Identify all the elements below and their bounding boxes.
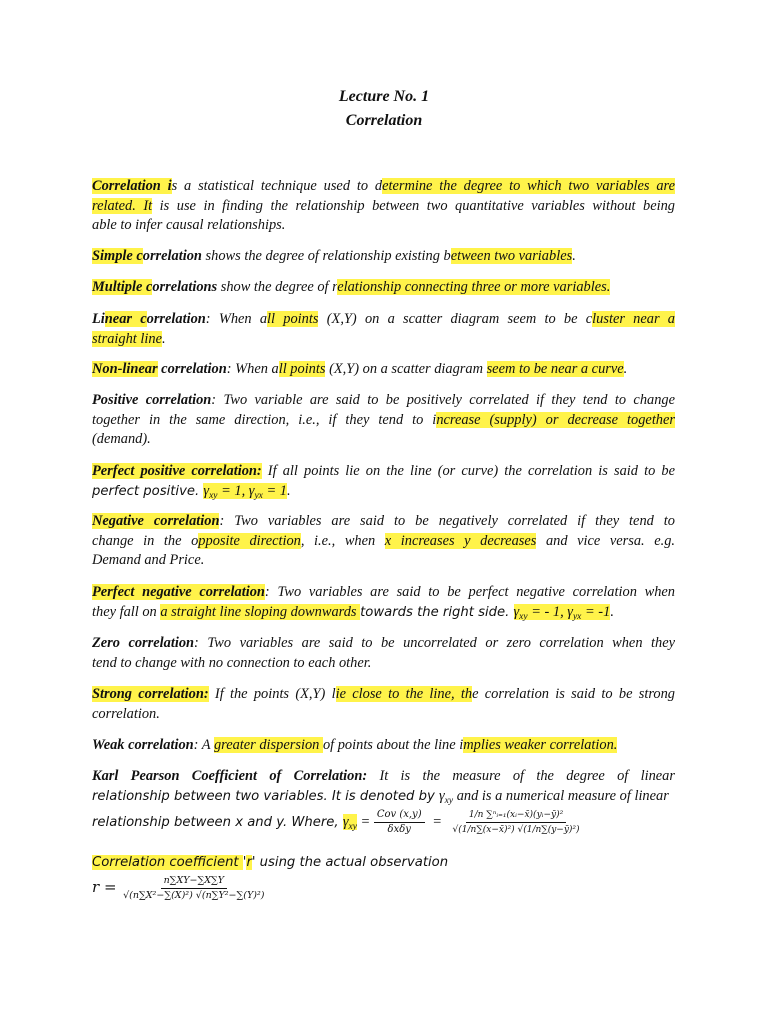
term-positive: Positive correlation: [92, 392, 212, 408]
pearson-formula-line: relationship between x and y. Where, $\gamma_{xy}$ = $\frac{\text{Cov (x,y)}}{\text{δxδy}}$ = $\frac{\text{1/n ∑ⁿᵢ₌₁(xᵢ−x̄)(yᵢ−ȳ)²}}{\text{√(1/n∑(x−x̄)²) √(1/n∑(y−ȳ)²)}}$: [92, 807, 675, 839]
para-weak-correlation: Weak correlation: A greater dispersion of points about the line implies weaker correlation.: [92, 737, 618, 753]
term-nonlinear: Non-linear: [92, 361, 158, 377]
term-perfect-negative: Perfect negative correlation: [92, 584, 265, 600]
para-perfect-positive: Perfect positive correlation: If all points lie on the line (or curve) the correlation is said to be perfect positive. $\gamma_{xy} = 1$, $\gamma_{yx} = 1$.: [92, 463, 675, 501]
para-nonlinear-correlation: Non-linear correlation: When all points (X,Y) on a scatter diagram seem to be near a curve.: [92, 361, 628, 377]
para-coefficient: Correlation coefficient 'r' using the actual observation: [92, 855, 449, 870]
term-simple: Simple c: [92, 248, 143, 264]
para-pearson: Karl Pearson Coefficient of Correlation: It is the measure of the degree of linear relationship between two variables. It is denoted by $\gamma_{xy}$ and is a numerical measure of linear: [92, 768, 675, 806]
para-multiple-correlation: Multiple correlations show the degree of relationship connecting three or more variables.: [92, 279, 611, 295]
term-negative: Negative correlation: [92, 513, 220, 529]
term-pearson: Karl Pearson Coefficient of Correlation:: [92, 768, 368, 784]
lecture-topic: Correlation: [345, 112, 423, 129]
r-fraction: $\frac{n\sum XY-\sum X\sum Y}{\text{√(n∑X²−∑(X)²) √(n∑Y²−∑(Y)²)}}$: [123, 875, 265, 902]
gamma-xy-highlight: $\gamma_{xy}$: [342, 814, 357, 832]
term-correlation: Correlation i: [92, 178, 172, 194]
r-formula: r = $\frac{n\sum XY-\sum X\sum Y}{\text{√(n∑X²−∑(X)²) √(n∑Y²−∑(Y)²)}}$: [92, 874, 675, 902]
term-linear: Li: [92, 311, 105, 327]
perfect-positive-formula: $\gamma_{xy} = 1$, $\gamma_{yx} = 1$: [203, 482, 288, 501]
term-zero: Zero correlation: [92, 635, 195, 651]
term-strong: Strong correlation:: [92, 686, 209, 702]
term-multiple: Multiple c: [92, 279, 153, 295]
para-zero-correlation: Zero correlation: Two variables are said to be uncorrelated or zero correlation when they tend to change with no connection to each other.: [92, 635, 675, 671]
covariance-fraction: $\frac{\text{Cov (x,y)}}{\text{δxδy}}$: [374, 809, 425, 836]
lecture-number: Lecture No. 1: [338, 88, 430, 105]
para-correlation: Correlation is a statistical technique used to determine the degree to which two variables are related. It is use in finding the relationship between two quantitative variables without being able to infer causal relationships.: [92, 178, 676, 233]
pearson-expanded-fraction: $\frac{\text{1/n ∑ⁿᵢ₌₁(xᵢ−x̄)(yᵢ−ȳ)²}}{\text{√(1/n∑(x−x̄)²) √(1/n∑(y−ȳ)²)}}$: [452, 810, 580, 836]
para-linear-correlation: Linear correlation: When all points (X,Y) on a scatter diagram seem to be cluster near a straight line.: [92, 311, 676, 347]
para-negative-correlation: Negative correlation: Two variables are said to be negatively correlated if they tend to change in the opposite direction, i.e., when x increases y decreases and vice versa. e.g. Demand and Price.: [92, 513, 675, 568]
para-simple-correlation: Simple correlation shows the degree of relationship existing between two variables.: [92, 248, 576, 264]
perfect-negative-formula: $\gamma_{xy}$ = - 1, $\gamma_{yx} = -1$: [513, 603, 611, 622]
para-strong-correlation: Strong correlation: If the points (X,Y) lie close to the line, the correlation is said to be strong correlation.: [92, 686, 675, 722]
term-weak: Weak correlation: [92, 737, 194, 753]
term-perfect-positive: Perfect positive correlation:: [92, 463, 262, 479]
para-perfect-negative: Perfect negative correlation: Two variables are said to be perfect negative correlation when they fall on a straight line sloping downwards towards the right side. $\gamma_{xy}$ = - 1, $\gamma_{yx} = -1$.: [92, 584, 675, 622]
para-positive-correlation: Positive correlation: Two variable are said to be positively correlated if they tend to change together in the same direction, i.e., if they tend to increase (supply) or decrease together (demand).: [92, 392, 675, 447]
